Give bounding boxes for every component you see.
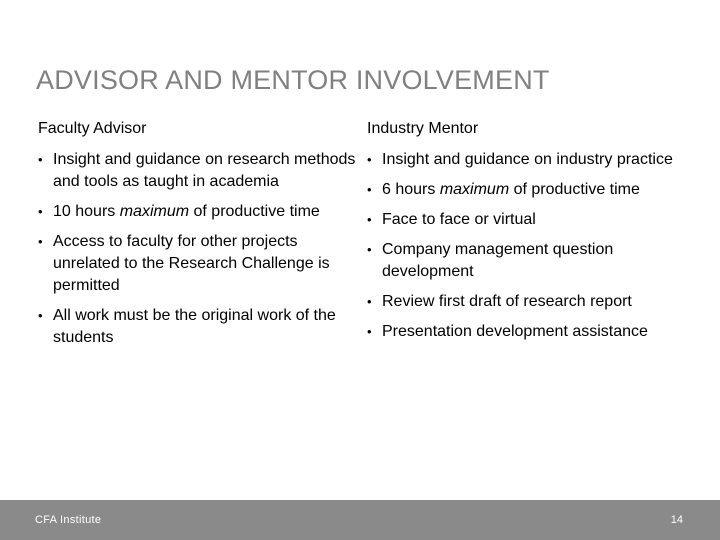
faculty-advisor-heading: Faculty Advisor (38, 120, 147, 137)
bullet-item (367, 149, 687, 171)
bullet-text: 10 hours (53, 203, 120, 220)
bullet-dot: • (367, 294, 372, 309)
bullet-dot: • (38, 308, 43, 323)
bullet-emphasis: maximum (439, 181, 510, 198)
footer-bar (0, 500, 720, 540)
bullet-dot: • (367, 182, 372, 197)
bullet-item (367, 321, 687, 343)
bullet-text: Access to faculty for other projects unrelated to the Research Challenge is permitted (53, 233, 330, 294)
bullet-item (38, 149, 356, 193)
bullet-text: Presentation development assistance (382, 323, 648, 340)
bullet-text: Insight and guidance on industry practice (382, 151, 673, 168)
bullet-text: Face to face or virtual (382, 211, 536, 228)
bullet-text: All work must be the original work of the students (53, 307, 336, 346)
bullet-text: Insight and guidance on research methods and tools as taught in academia (53, 151, 356, 190)
industry-mentor-list (367, 149, 687, 343)
bullet-item (367, 209, 687, 231)
bullet-emphasis: maximum (119, 203, 190, 220)
industry-mentor-column (367, 118, 687, 351)
bullet-text: 6 hours (382, 181, 440, 198)
bullet-dot: • (367, 212, 372, 227)
bullet-item (367, 239, 687, 283)
faculty-advisor-column (38, 118, 356, 357)
bullet-dot: • (38, 204, 43, 219)
bullet-text-tail: of productive time (509, 181, 640, 198)
bullet-text: Review first draft of research report (382, 293, 632, 310)
bullet-item (38, 305, 356, 349)
bullet-dot: • (38, 152, 43, 167)
bullet-item (38, 231, 356, 297)
bullet-dot: • (38, 234, 43, 249)
bullet-text: Company management question development (382, 241, 614, 280)
cfa-institute-logo: CFA Institute (35, 514, 102, 526)
bullet-item (38, 201, 356, 223)
bullet-dot: • (367, 152, 372, 167)
bullet-item (367, 291, 687, 313)
bullet-text-tail: of productive time (189, 203, 320, 220)
page-number: 14 (670, 514, 683, 526)
bullet-item (367, 179, 687, 201)
faculty-advisor-list (38, 149, 356, 349)
bullet-dot: • (367, 324, 372, 339)
bullet-dot: • (367, 242, 372, 257)
industry-mentor-heading: Industry Mentor (367, 120, 479, 137)
slide-title: ADVISOR AND MENTOR INVOLVEMENT (36, 65, 550, 95)
